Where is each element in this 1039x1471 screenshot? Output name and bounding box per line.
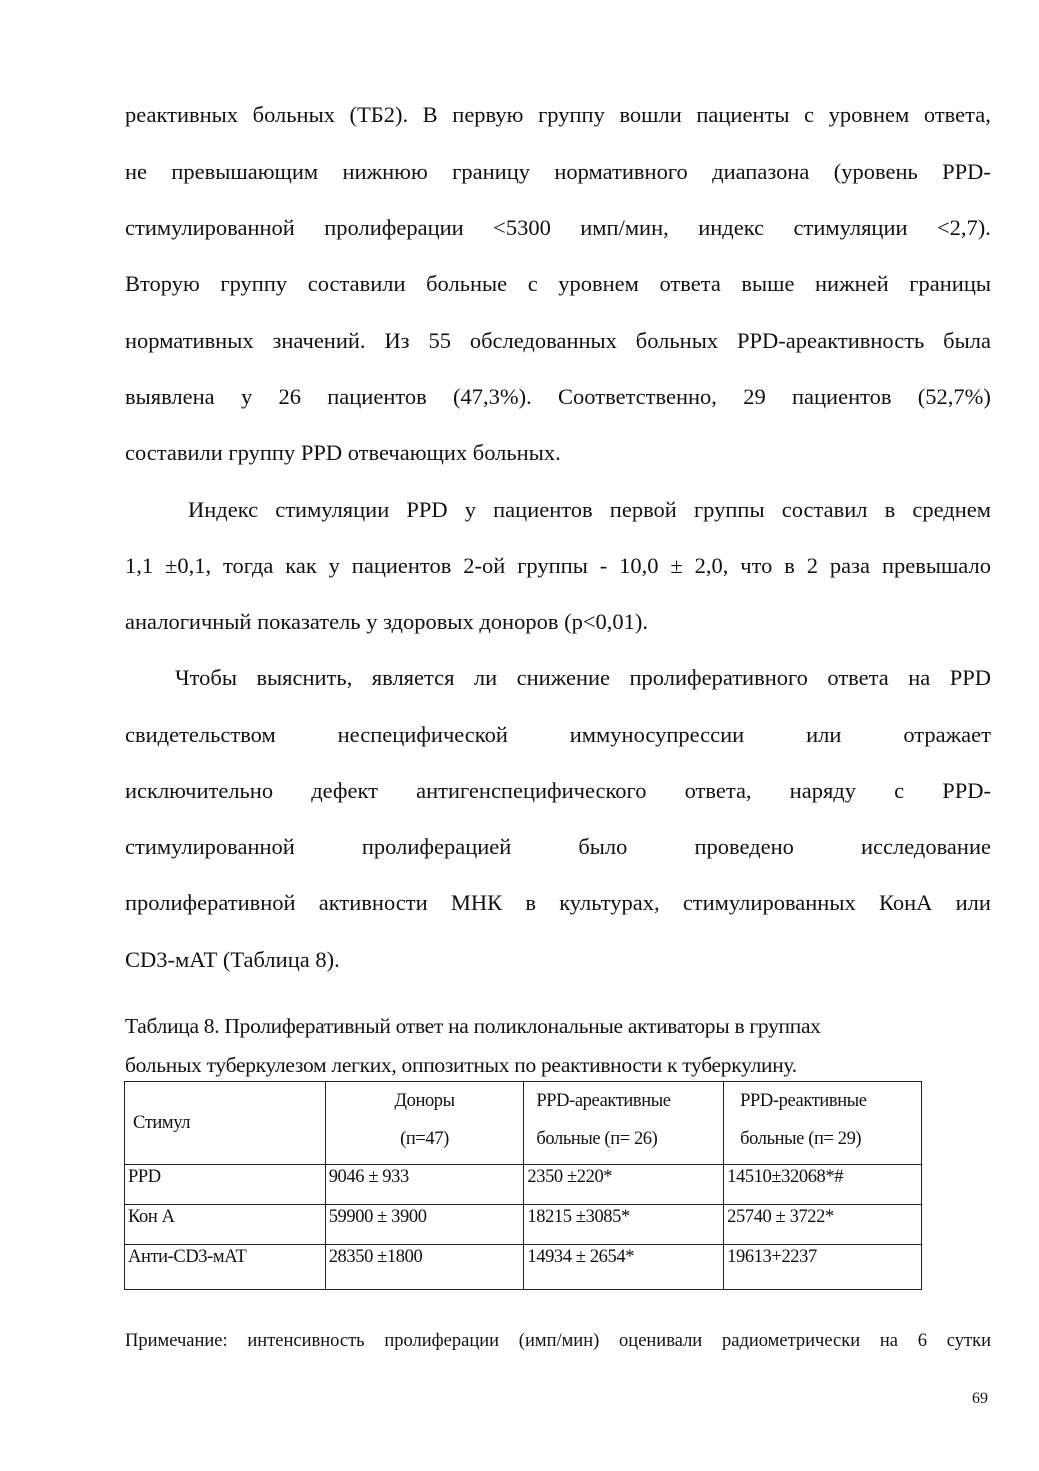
- word: нижнюю: [342, 159, 428, 184]
- word: или: [806, 722, 842, 747]
- cell-reactive: 14510±32068*#: [724, 1165, 922, 1205]
- word: свидетельством: [125, 722, 276, 747]
- word: больные: [426, 271, 508, 296]
- table-caption-line-1: Таблица 8. Пролиферативный ответ на поликлональные активаторы в группах: [125, 1014, 821, 1038]
- word: пролиферации: [384, 1331, 500, 1351]
- word: как: [285, 553, 317, 578]
- cell-donors: 9046 ± 933: [325, 1165, 524, 1205]
- text-line: [125, 213, 991, 243]
- word: ли: [473, 665, 498, 690]
- word: больных: [635, 328, 719, 353]
- table-caption-line-2: больных туберкулезом легких, оппозитных по реактивности к туберкулину.: [125, 1053, 797, 1077]
- word: МНК: [450, 890, 503, 915]
- header-donors-line2: (п=47): [400, 1129, 449, 1149]
- word: PPD-: [942, 159, 991, 184]
- word: в: [884, 497, 896, 522]
- text-line: [125, 832, 991, 862]
- word: пациенты: [696, 102, 790, 127]
- cell-donors: 59900 ± 3900: [325, 1205, 524, 1245]
- word: 2,0,: [694, 553, 729, 578]
- word: первой: [609, 497, 677, 522]
- word: или: [955, 890, 991, 915]
- word: активности: [318, 890, 428, 915]
- word: больных: [252, 102, 335, 127]
- word: у: [240, 384, 253, 409]
- header-reactive-line2: больные (п= 29): [740, 1129, 862, 1149]
- text-line: [125, 551, 991, 581]
- word: антигенспецифического: [416, 778, 647, 803]
- word: была: [943, 328, 991, 353]
- word: вошли: [619, 102, 682, 127]
- word: пациентов: [351, 553, 452, 578]
- text-line: аналогичный показатель у здоровых доноров (р<0,01).: [125, 609, 649, 634]
- word: границы: [909, 271, 991, 296]
- word: дефект: [311, 778, 378, 803]
- word: ответа,: [923, 102, 991, 127]
- word: ±0,1,: [165, 553, 212, 578]
- word: составил: [781, 497, 868, 522]
- word: индекс: [698, 215, 765, 240]
- word: PPD-ареактивность: [736, 328, 925, 353]
- word: составили: [307, 271, 406, 296]
- cell-stimulus: Кон А: [125, 1205, 326, 1245]
- word: превышающим: [171, 159, 319, 184]
- word: группы: [517, 553, 588, 578]
- word: Из: [384, 328, 410, 353]
- text-line: [125, 888, 991, 918]
- word: неспецифической: [337, 722, 508, 747]
- word: что: [740, 553, 773, 578]
- word: пролиферативного: [629, 665, 808, 690]
- header-stimulus: Стимул: [125, 1082, 326, 1165]
- word: обследованных: [469, 328, 617, 353]
- text-line: [125, 720, 991, 750]
- word: выяснить,: [256, 665, 353, 690]
- word: стимулированной: [125, 215, 295, 240]
- header-reactive-line1: PPD-реактивные: [740, 1091, 867, 1111]
- word: интенсивность: [247, 1331, 365, 1351]
- word: снижение: [516, 665, 611, 690]
- word: с: [894, 778, 905, 803]
- word: первую: [452, 102, 524, 127]
- text-line: CD3-мАТ (Таблица 8).: [125, 947, 340, 972]
- word: (уровень: [833, 159, 918, 184]
- word: ответа,: [684, 778, 752, 803]
- text-line: [125, 776, 991, 806]
- word: PPD: [949, 665, 991, 690]
- word: (ТБ2).: [349, 102, 409, 127]
- word: 10,0: [619, 553, 659, 578]
- word: (имп/мин): [518, 1331, 600, 1351]
- word: пролиферацией: [361, 834, 512, 859]
- word: 26: [278, 384, 301, 409]
- word: 2: [806, 553, 819, 578]
- cell-stimulus: Анти-CD3-мАТ: [125, 1245, 326, 1290]
- word: В: [422, 102, 438, 127]
- word: иммуносупрессии: [569, 722, 745, 747]
- word: уровнем: [558, 271, 639, 296]
- word: тогда: [223, 553, 274, 578]
- word: стимуляции: [793, 215, 908, 240]
- word: 29: [743, 384, 766, 409]
- word: границу: [452, 159, 530, 184]
- text-line: [125, 100, 991, 130]
- word: группы: [693, 497, 765, 522]
- word: является: [371, 665, 455, 690]
- word: исключительно: [125, 778, 274, 803]
- word: Соответственно,: [558, 384, 717, 409]
- results-table: [124, 1081, 922, 1290]
- word: с: [804, 102, 815, 127]
- word: -: [599, 553, 608, 578]
- word: <5300: [493, 215, 551, 240]
- cell-areactive: 14934 ± 2654*: [524, 1245, 724, 1290]
- header-donors-line1: Доноры: [394, 1091, 455, 1111]
- word: Примечание:: [125, 1331, 228, 1351]
- word: стимулированных: [682, 890, 856, 915]
- word: оценивали: [619, 1331, 703, 1351]
- word: стимуляции: [275, 497, 390, 522]
- table-row: [125, 1205, 922, 1245]
- cell-donors: 28350 ±1800: [325, 1245, 524, 1290]
- cell-stimulus: PPD: [125, 1165, 326, 1205]
- word: раза: [829, 553, 871, 578]
- word: не: [125, 159, 148, 184]
- word: стимулированной: [125, 834, 295, 859]
- word: 55: [428, 328, 451, 353]
- word: диапазона: [712, 159, 810, 184]
- word: культурах,: [559, 890, 660, 915]
- word: исследование: [860, 834, 991, 859]
- table-note: [125, 1327, 991, 1355]
- word: пролиферативной: [125, 890, 296, 915]
- text-line-indent: [175, 663, 991, 693]
- word: пациентов: [791, 384, 892, 409]
- word: <2,7).: [936, 215, 991, 240]
- word: КонА: [878, 890, 933, 915]
- text-line: [125, 269, 991, 299]
- word: группу: [538, 102, 605, 127]
- word: (52,7%): [917, 384, 991, 409]
- word: Вторую: [125, 271, 200, 296]
- word: PPD: [406, 497, 448, 522]
- word: имп/мин,: [580, 215, 669, 240]
- word: реактивных: [125, 102, 239, 127]
- word: уровнем: [828, 102, 910, 127]
- word: Чтобы: [175, 665, 237, 690]
- table-header-row: [125, 1082, 922, 1165]
- word: пациентов: [493, 497, 593, 522]
- word: (47,3%).: [453, 384, 532, 409]
- word: отражает: [903, 722, 991, 747]
- header-areactive-line2: больные (п= 26): [536, 1129, 658, 1149]
- table-row: [125, 1165, 922, 1205]
- header-reactive: [724, 1082, 922, 1165]
- word: на: [908, 665, 931, 690]
- word: в: [784, 553, 795, 578]
- page-number: 69: [972, 1390, 988, 1407]
- text-line: [125, 326, 991, 356]
- word: было: [578, 834, 628, 859]
- text-line-indent: [188, 495, 991, 525]
- word: выявлена: [125, 384, 215, 409]
- text-line: [125, 382, 991, 412]
- word: на: [879, 1331, 899, 1351]
- cell-reactive: 19613+2237: [724, 1245, 922, 1290]
- word: превышало: [881, 553, 991, 578]
- word: в: [525, 890, 536, 915]
- word: ответа: [827, 665, 889, 690]
- word: у: [464, 497, 477, 522]
- word: проведено: [694, 834, 794, 859]
- word: PPD-: [942, 778, 991, 803]
- word: Индекс: [188, 497, 259, 522]
- header-areactive-line1: PPD-ареактивные: [536, 1091, 671, 1111]
- word: пациентов: [327, 384, 427, 409]
- cell-areactive: 18215 ±3085*: [524, 1205, 724, 1245]
- header-donors: [325, 1082, 524, 1165]
- word: у: [328, 553, 340, 578]
- text-line: составили группу PPD отвечающих больных.: [125, 440, 561, 465]
- word: сутки: [946, 1331, 991, 1351]
- word: 2-ой: [463, 553, 506, 578]
- word: наряду: [789, 778, 856, 803]
- word: ±: [670, 553, 683, 578]
- word: среднем: [912, 497, 991, 522]
- header-areactive: [524, 1082, 724, 1165]
- word: нижней: [815, 271, 889, 296]
- word: нормативного: [554, 159, 688, 184]
- word: 1,1: [125, 553, 154, 578]
- word: нормативных: [125, 328, 254, 353]
- word: группу: [220, 271, 288, 296]
- word: с: [527, 271, 538, 296]
- word: 6: [917, 1331, 928, 1351]
- cell-reactive: 25740 ± 3722*: [724, 1205, 922, 1245]
- text-line: [125, 157, 991, 187]
- word: пролиферации: [324, 215, 464, 240]
- cell-areactive: 2350 ±220*: [524, 1165, 724, 1205]
- word: радиометрически: [721, 1331, 861, 1351]
- table-row: [125, 1245, 922, 1290]
- word: ответа: [659, 271, 721, 296]
- word: выше: [741, 271, 795, 296]
- word: значений.: [272, 328, 366, 353]
